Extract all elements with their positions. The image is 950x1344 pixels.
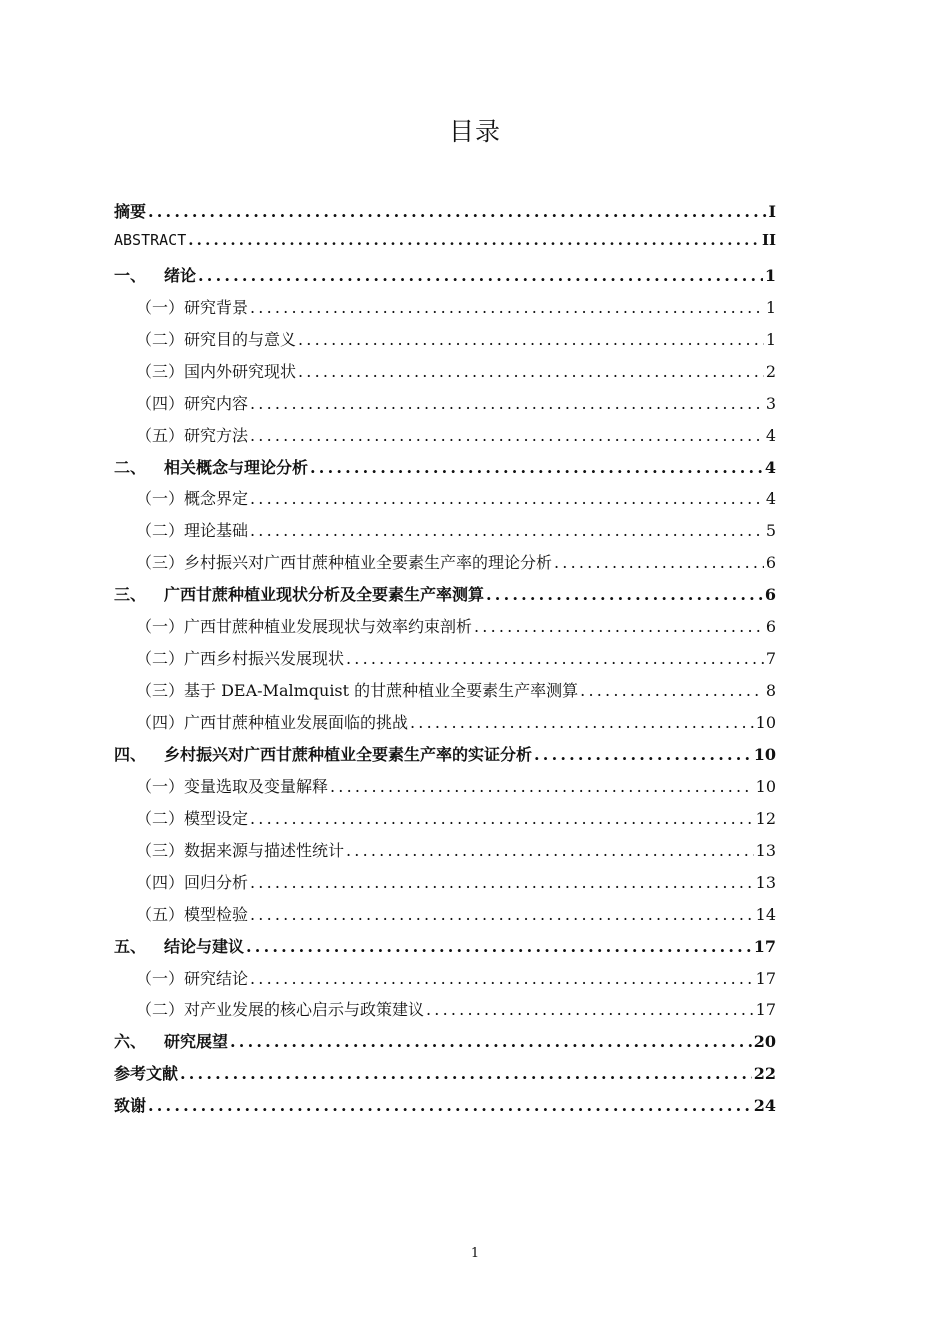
dot-leader: [198, 266, 763, 285]
toc-entry-label: [136, 486, 248, 509]
toc-entry-text: （三）数据来源与描述性统计: [136, 840, 345, 860]
dot-leader: [298, 362, 764, 381]
toc-entry-text: （三）乡村振兴对广西甘蔗种植业全要素生产率的理论分析: [136, 553, 553, 573]
toc-section-entry[interactable]: [114, 327, 776, 359]
toc-entry-page-number: 4: [764, 457, 776, 477]
toc-section-entry[interactable]: [114, 518, 776, 550]
toc-entry-text: 乡村振兴对广西甘蔗种植业全要素生产率的实证分析: [164, 744, 533, 764]
toc-chapter-entry[interactable]: [114, 582, 776, 614]
toc-chapter-entry[interactable]: [114, 1061, 776, 1093]
toc-entry-page-number: 4: [765, 425, 776, 445]
toc-entry-label: [136, 550, 552, 573]
toc-entry-label: [114, 934, 244, 957]
toc-entry-number: 五、: [114, 936, 147, 956]
toc-entry-page-number: 8: [765, 681, 776, 701]
toc-entry-page-number: 10: [755, 776, 776, 796]
toc-entry-page-number: 14: [755, 904, 776, 924]
toc-entry-text: （五）研究方法: [136, 425, 249, 445]
toc-section-entry[interactable]: [114, 997, 776, 1029]
toc-section-entry[interactable]: [114, 646, 776, 678]
dot-leader: [534, 745, 752, 764]
toc-entry-label: [114, 199, 146, 222]
toc-section-entry[interactable]: [114, 423, 776, 455]
toc-section-entry[interactable]: [114, 295, 776, 327]
toc-entry-page-number: 24: [753, 1096, 776, 1116]
toc-entry-label: [136, 646, 344, 669]
toc-entry-page-number: 5: [765, 521, 776, 541]
toc-entry-label: [114, 1029, 228, 1052]
toc-entry-number: 三、: [114, 585, 147, 605]
dot-leader: [148, 1096, 752, 1115]
dot-leader: [554, 553, 764, 572]
toc-entry-text: （一）广西甘蔗种植业发展现状与效率约束剖析: [136, 617, 473, 637]
toc-entry-page-number: 6: [765, 553, 776, 573]
dot-leader: [410, 713, 754, 732]
toc-entry-label: [136, 774, 328, 797]
toc-entry-label: [114, 582, 484, 605]
dot-leader: [250, 809, 754, 828]
dot-leader: [148, 202, 767, 221]
dot-leader: [298, 330, 764, 349]
toc-entry-label: [114, 455, 308, 478]
toc-entry-label: [136, 327, 296, 350]
toc-entry-page-number: 13: [755, 840, 776, 860]
dot-leader: [250, 298, 764, 317]
toc-entry-text: 绪论: [164, 265, 197, 285]
toc-entry-label: [136, 423, 248, 446]
dot-leader: [250, 394, 764, 413]
toc-entry-text: 致谢: [114, 1096, 147, 1116]
toc-entry-text: （一）研究背景: [136, 297, 249, 317]
toc-entry-text: （三）基于 DEA-Malmquist 的甘蔗种植业全要素生产率测算: [136, 681, 579, 701]
toc-entry-page-number: 13: [755, 872, 776, 892]
toc-entry-label: [136, 870, 248, 893]
toc-entry-page-number: 17: [755, 968, 776, 988]
toc-entry-page-number: 7: [765, 649, 776, 669]
toc-chapter-entry[interactable]: [114, 455, 776, 487]
toc-section-entry[interactable]: [114, 710, 776, 742]
dot-leader: [188, 231, 760, 249]
toc-entry-text: （四）广西甘蔗种植业发展面临的挑战: [136, 713, 409, 732]
toc-entry-text: （四）回归分析: [136, 872, 249, 892]
toc-entry-label: [136, 838, 344, 861]
toc-entry-page-number: 12: [755, 808, 776, 828]
toc-entry-number: 二、: [114, 457, 147, 477]
dot-leader: [474, 617, 764, 636]
toc-entry-page-number: 4: [765, 489, 776, 509]
toc-chapter-entry[interactable]: [114, 263, 776, 295]
toc-chapter-entry[interactable]: [114, 1029, 776, 1061]
table-of-contents: [114, 199, 776, 1125]
toc-section-entry[interactable]: [114, 678, 776, 710]
toc-entry-page-number: 1: [765, 329, 776, 349]
toc-entry-number: 四、: [114, 744, 147, 764]
toc-entry-page-number: 6: [764, 585, 776, 605]
toc-chapter-entry[interactable]: [114, 1093, 776, 1125]
toc-entry-page-number: 1: [765, 297, 776, 317]
dot-leader: [426, 1000, 754, 1019]
toc-entry-label: [136, 359, 296, 382]
dot-leader: [250, 521, 764, 540]
toc-entry-label: [136, 966, 248, 989]
toc-entry-text: （一）研究结论: [136, 968, 249, 988]
toc-entry-text: （二）研究目的与意义: [136, 329, 297, 349]
toc-entry-text: （二）理论基础: [136, 521, 249, 541]
toc-entry-label: [136, 295, 248, 318]
toc-entry-text: （一）变量选取及变量解释: [136, 776, 329, 796]
toc-section-entry[interactable]: [114, 486, 776, 518]
toc-entry-text: 广西甘蔗种植业现状分析及全要素生产率测算: [164, 585, 485, 605]
toc-entry-label: [136, 614, 472, 637]
dot-leader: [180, 1064, 752, 1083]
toc-entry-text: （二）广西乡村振兴发展现状: [136, 649, 345, 669]
toc-entry-label: [136, 997, 424, 1020]
toc-entry-page-number: 3: [765, 393, 776, 413]
toc-entry-number: 六、: [114, 1032, 147, 1052]
dot-leader: [346, 841, 754, 860]
toc-entry-label: [114, 1061, 178, 1084]
toc-entry-page-number: 6: [765, 617, 776, 637]
dot-leader: [346, 649, 764, 668]
toc-entry-label: [136, 678, 578, 701]
toc-entry-label: [114, 1093, 146, 1116]
toc-entry-label: [114, 231, 186, 249]
toc-chapter-entry[interactable]: [114, 742, 776, 774]
page-number: 1: [470, 1246, 480, 1261]
toc-entry-text: （一）概念界定: [136, 489, 249, 509]
toc-section-entry[interactable]: [114, 359, 776, 391]
dot-leader: [580, 681, 764, 700]
dot-leader: [250, 489, 764, 508]
toc-entry-page-number: 10: [753, 744, 776, 764]
toc-entry-number: 一、: [114, 265, 147, 285]
toc-entry-label: [114, 742, 532, 765]
dot-leader: [246, 937, 752, 956]
toc-title: 目录: [448, 117, 501, 146]
toc-section-entry[interactable]: [114, 614, 776, 646]
toc-entry-text: 研究展望: [164, 1032, 229, 1052]
dot-leader: [250, 905, 754, 924]
dot-leader: [330, 777, 754, 796]
toc-entry-page-number: 2: [765, 361, 776, 381]
toc-chapter-entry[interactable]: [114, 199, 776, 231]
toc-section-entry[interactable]: [114, 774, 776, 806]
toc-section-entry[interactable]: [114, 870, 776, 902]
toc-entry-label: [114, 263, 196, 286]
toc-section-entry[interactable]: [114, 550, 776, 582]
toc-entry-text: （四）研究内容: [136, 393, 249, 413]
toc-entry-text: ABSTRACT: [114, 230, 187, 249]
toc-section-entry[interactable]: [114, 838, 776, 870]
toc-entry-label: [136, 391, 248, 414]
toc-section-entry[interactable]: [114, 902, 776, 934]
toc-entry-page-number: II: [761, 230, 776, 249]
toc-entry-text: 相关概念与理论分析: [164, 457, 309, 477]
toc-section-entry[interactable]: [114, 966, 776, 998]
dot-leader: [250, 969, 754, 988]
toc-entry-label: [136, 518, 248, 541]
toc-section-entry[interactable]: [114, 806, 776, 838]
dot-leader: [230, 1032, 752, 1051]
dot-leader: [250, 426, 764, 445]
dot-leader: [486, 585, 763, 604]
toc-entry-page-number: 10: [755, 713, 776, 732]
toc-entry-label: [136, 902, 248, 925]
toc-section-entry[interactable]: [114, 391, 776, 423]
toc-entry-page-number: 1: [764, 265, 776, 285]
toc-entry-page-number: I: [768, 202, 776, 221]
toc-entry-text: （二）对产业发展的核心启示与政策建议: [136, 1000, 425, 1020]
toc-entry-text: （五）模型检验: [136, 904, 249, 924]
toc-entry-text: 结论与建议: [164, 936, 245, 956]
toc-entry-page-number: 17: [755, 1000, 776, 1020]
dot-leader: [310, 458, 763, 477]
toc-entry-page-number: 17: [753, 936, 776, 956]
dot-leader: [250, 873, 754, 892]
toc-entry-text: （二）模型设定: [136, 808, 249, 828]
toc-entry-text: 摘要: [114, 202, 147, 221]
toc-entry-label: [136, 806, 248, 829]
toc-chapter-entry[interactable]: [114, 231, 776, 263]
toc-entry-label: [136, 710, 408, 733]
toc-entry-page-number: 20: [753, 1032, 776, 1052]
toc-chapter-entry[interactable]: [114, 934, 776, 966]
toc-entry-text: （三）国内外研究现状: [136, 361, 297, 381]
toc-entry-page-number: 22: [753, 1064, 776, 1084]
toc-entry-text: 参考文献: [114, 1064, 179, 1084]
